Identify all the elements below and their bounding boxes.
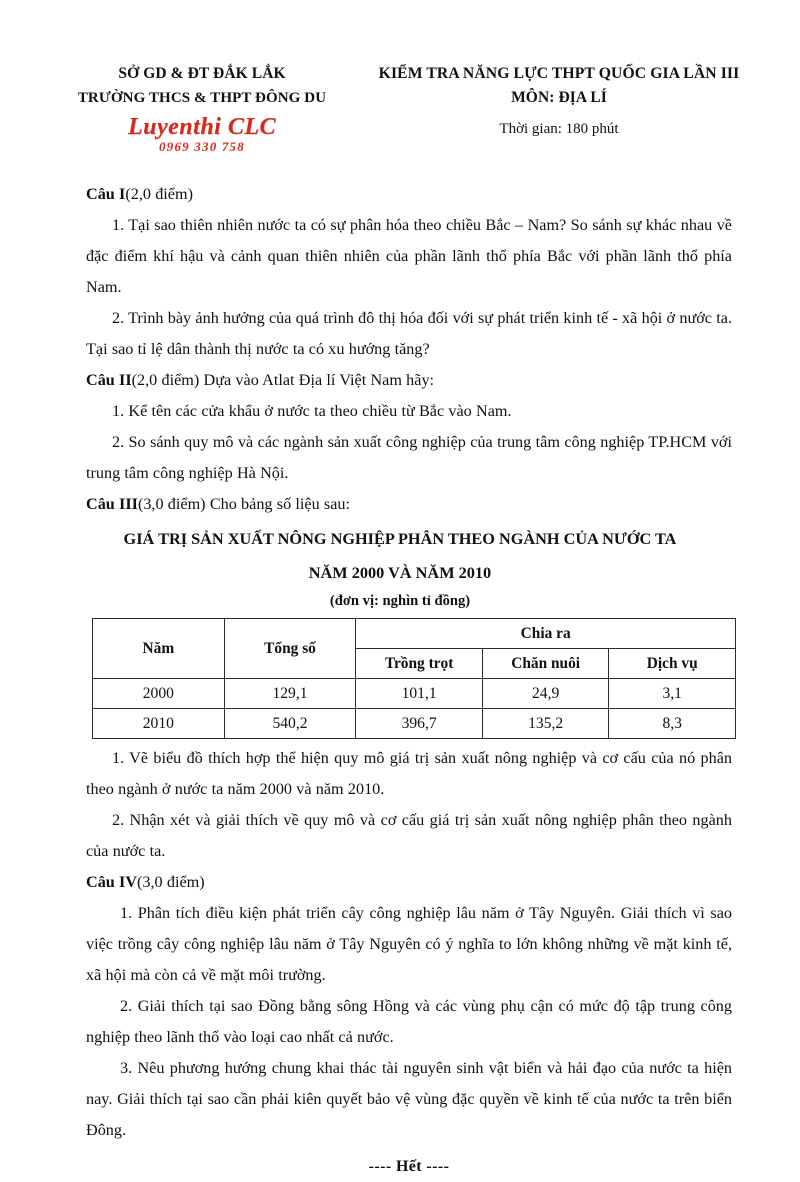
question-4-label: Câu IV: [86, 873, 138, 891]
question-1-heading: [86, 179, 732, 210]
table-header-total: Tổng số: [224, 619, 356, 679]
exam-subject: MÔN: ĐỊA LÍ: [511, 89, 607, 106]
question-4-item-2: 2. Giải thích tại sao Đồng bằng sông Hồng và các vùng phụ cận có mức độ tập trung công nghiệp theo lãnh thổ vào loại cao nhất cả nước.: [86, 997, 732, 1046]
exam-title: KIỂM TRA NĂNG LỰC THPT QUỐC GIA LẦN III: [378, 65, 740, 82]
question-4-item-3: 3. Nêu phương hướng chung khai thác tài nguyên sinh vật biển và hải đạo của nước ta hiện nay. Giải thích tại sao cần phải kiên quyết bảo vệ vùng đặc quyền về kinh tế của nước ta trên biển Đông.: [86, 1059, 732, 1139]
question-3-item-1: 1. Vẽ biểu đồ thích hợp thể hiện quy mô giá trị sản xuất nông nghiệp và cơ cấu của nó phân theo ngành ở nước ta năm 2000 và năm 2010.: [86, 749, 732, 798]
table-header-group: Chia ra: [356, 619, 736, 649]
data-table-caption: [0, 523, 800, 615]
cell-services-2010: 8,3: [609, 709, 736, 739]
data-table-title-line-2: NĂM 2000 VÀ NĂM 2010: [308, 563, 492, 582]
cell-year-2010: 2010: [93, 709, 225, 739]
header-school-block: [36, 62, 346, 153]
data-table-wrapper: [0, 618, 800, 739]
data-table-unit: (đơn vị: nghìn tỉ đồng): [329, 593, 471, 609]
cell-total-2000: 129,1: [224, 679, 356, 709]
question-3-item-2: 2. Nhận xét và giải thích về quy mô và cơ cấu giá trị sản xuất nông nghiệp phân theo ngành của nước ta.: [86, 811, 732, 860]
question-2-heading: [86, 365, 732, 396]
question-3-lead: Cho bảng số liệu sau:: [205, 495, 351, 513]
document-header: [0, 0, 800, 153]
question-2-points: (2,0 điểm): [131, 371, 200, 389]
table-header-cultivation: Trồng trọt: [356, 649, 483, 679]
data-table-title-line-1: GIÁ TRỊ SẢN XUẤT NÔNG NGHIỆP PHÂN THEO NGÀNH CỦA NƯỚC TA: [123, 529, 677, 548]
question-1-item-2: 2. Trình bày ảnh hưởng của quá trình đô thị hóa đối với sự phát triển kinh tế - xã hội ở nước ta. Tại sao tỉ lệ dân thành thị nước ta có xu hướng tăng?: [86, 309, 732, 358]
cell-livestock-2010: 135,2: [482, 709, 609, 739]
question-4-item-1: 1. Phân tích điều kiện phát triển cây công nghiệp lâu năm ở Tây Nguyên. Giải thích vì sao việc trồng cây công nghiệp lâu năm ở Tây Nguyên có ý nghĩa to lớn không những về mặt kinh tế, xã hội mà còn cả về mặt môi trường.: [86, 904, 732, 984]
logo-phone-number: 0969 330 758: [159, 139, 245, 154]
question-3-heading: [86, 489, 732, 520]
table-header-livestock: Chăn nuôi: [482, 649, 609, 679]
header-exam-block: [346, 62, 764, 142]
cell-livestock-2000: 24,9: [482, 679, 609, 709]
document-body-bottom: [0, 743, 800, 1182]
cell-services-2000: 3,1: [609, 679, 736, 709]
question-4-points: (3,0 điểm): [137, 873, 205, 891]
question-2-label: Câu II: [86, 371, 132, 389]
cell-year-2000: 2000: [93, 679, 225, 709]
cell-total-2010: 540,2: [224, 709, 356, 739]
cell-cultivation-2010: 396,7: [356, 709, 483, 739]
agriculture-production-table: [92, 618, 736, 739]
question-1-points: (2,0 điểm): [125, 185, 193, 203]
table-header-services: Dịch vụ: [609, 649, 736, 679]
question-1-label: Câu I: [86, 185, 126, 203]
question-2-item-1: 1. Kể tên các cửa khẩu ở nước ta theo chiều từ Bắc vào Nam.: [112, 402, 512, 420]
table-header-row-1: [93, 619, 736, 649]
logo-brand-text: Luyenthi CLC: [127, 114, 277, 140]
question-3-points: (3,0 điểm): [137, 495, 206, 513]
question-4-heading: [86, 867, 732, 898]
question-1-item-1: 1. Tại sao thiên nhiên nước ta có sự phân hóa theo chiều Bắc – Nam? So sánh sự khác nhau về đặc điểm khí hậu và cảnh quan thiên nhiên của phần lãnh thổ phía Bắc với phần lãnh thổ phía Nam.: [86, 216, 732, 296]
table-row: [93, 679, 736, 709]
luyenthi-clc-logo: [58, 115, 346, 153]
question-2-lead: Dựa vào Atlat Địa lí Việt Nam hãy:: [199, 371, 435, 389]
table-row: [93, 709, 736, 739]
department-name: SỞ GD & ĐT ĐẮK LẮK: [118, 65, 286, 82]
exam-duration: Thời gian: 180 phút: [499, 121, 619, 137]
table-header-year: Năm: [93, 619, 225, 679]
question-3-label: Câu III: [86, 495, 138, 513]
end-of-paper-marker: ---- Hết ----: [368, 1158, 450, 1175]
school-name: TRƯỜNG THCS & THPT ĐÔNG DU: [77, 90, 327, 106]
document-body-top: [0, 179, 800, 520]
cell-cultivation-2000: 101,1: [356, 679, 483, 709]
question-2-item-2: 2. So sánh quy mô và các ngành sản xuất công nghiệp của trung tâm công nghiệp TP.HCM với trung tâm công nghiệp Hà Nội.: [86, 433, 732, 482]
